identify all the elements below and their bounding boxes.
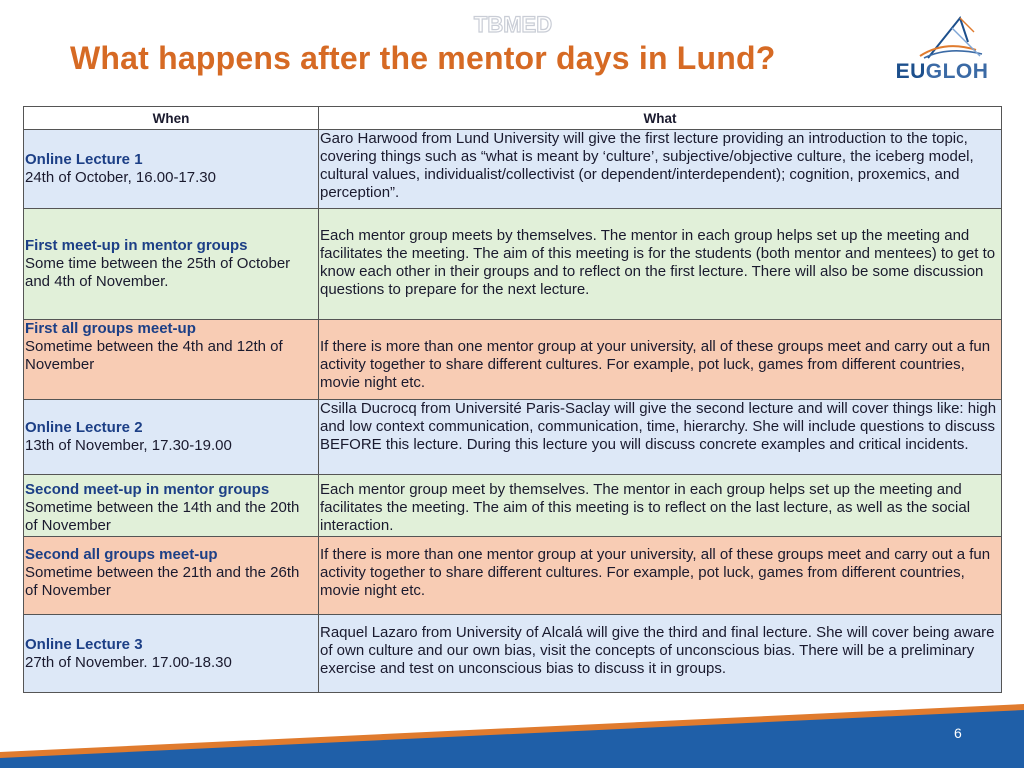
event-date: 13th of November, 17.30-19.00	[25, 437, 232, 454]
when-cell	[24, 320, 319, 400]
event-name: First meet-up in mentor groups	[25, 237, 248, 254]
page-number: 6	[954, 725, 962, 741]
table-row	[24, 209, 1002, 320]
what-cell: Each mentor group meets by themselves. The mentor in each group helps set up the meeting and facilitates the meeting. The aim of this meeting is for the students (both mentor and mentees) to get to know each other in their groups and to reflect on the first lecture. There will also be some discussion questions to prepare for the next lecture.	[319, 209, 1002, 320]
event-date: Sometime between the 21th and the 26th of November	[25, 564, 300, 599]
when-cell	[24, 475, 319, 537]
tbmed-logo-text: TBMED	[473, 12, 553, 37]
column-header-when: When	[24, 107, 319, 130]
column-header-what: What	[319, 107, 1002, 130]
page-title: What happens after the mentor days in Lund?	[70, 40, 776, 76]
event-name: First all groups meet-up	[25, 320, 196, 337]
event-name: Online Lecture 2	[25, 419, 143, 436]
table-row	[24, 615, 1002, 693]
eugloh-emblem-icon	[890, 12, 994, 62]
event-name: Second meet-up in mentor groups	[25, 481, 270, 498]
event-name: Online Lecture 3	[25, 635, 143, 653]
event-date: Sometime between the 14th and the 20th of November	[25, 499, 300, 534]
when-cell	[24, 537, 319, 615]
when-cell	[24, 615, 319, 693]
table-row	[24, 320, 1002, 400]
table-row	[24, 130, 1002, 209]
when-cell	[24, 209, 319, 320]
what-cell: Csilla Ducrocq from Université Paris-Saclay will give the second lecture and will cover things like: high and low context communication, communication, time, hierarchy. She will include questions to discuss BEFORE this lecture. During this lecture you will discuss concrete examples and critical incidents.	[319, 400, 1002, 475]
what-cell: Raquel Lazaro from University of Alcalá will give the third and final lecture. She will cover being aware of own culture and our own bias, visit the concepts of unconscious bias. There will be a preliminary exercise and test on unconscious bias to discuss it in groups.	[319, 615, 1002, 693]
when-cell	[24, 130, 319, 209]
what-cell: If there is more than one mentor group at your university, all of these groups meet and carry out a fun activity together to share different cultures. For example, pot luck, games from different countries, movie night etc.	[319, 320, 1002, 400]
eugloh-logo	[890, 12, 994, 86]
table-row	[24, 537, 1002, 615]
what-cell: Garo Harwood from Lund University will give the first lecture providing an introduction to the topic, covering things such as “what is meant by ‘culture’, subjective/objective culture, the iceberg model, cultural values, individualist/collectivist (or dependent/interdependent); cognition, proxemics, and perception”.	[319, 130, 1002, 209]
when-cell	[24, 400, 319, 475]
event-date: 24th of October, 16.00-17.30	[25, 169, 216, 186]
eugloh-logo-text: EUGLOH	[895, 60, 989, 83]
table-header-row	[24, 107, 1002, 130]
event-date: 27th of November. 17.00-18.30	[25, 653, 232, 671]
event-name: Second all groups meet-up	[25, 546, 218, 563]
tbmed-logo	[466, 8, 560, 38]
footer-band	[0, 700, 1024, 768]
table-row	[24, 400, 1002, 475]
event-date: Some time between the 25th of October and 4th of November.	[25, 255, 291, 290]
schedule-table	[23, 106, 1002, 693]
event-name: Online Lecture 1	[25, 151, 143, 168]
event-date: Sometime between the 4th and 12th of November	[25, 338, 283, 373]
what-cell: Each mentor group meet by themselves. The mentor in each group helps set up the meeting and facilitates the meeting. The aim of this meeting is to reflect on the last lecture, as well as the social interaction.	[319, 475, 1002, 537]
what-cell: If there is more than one mentor group at your university, all of these groups meet and carry out a fun activity together to share different cultures. For example, pot luck, games from different countries, movie night etc.	[319, 537, 1002, 615]
table-row	[24, 475, 1002, 537]
